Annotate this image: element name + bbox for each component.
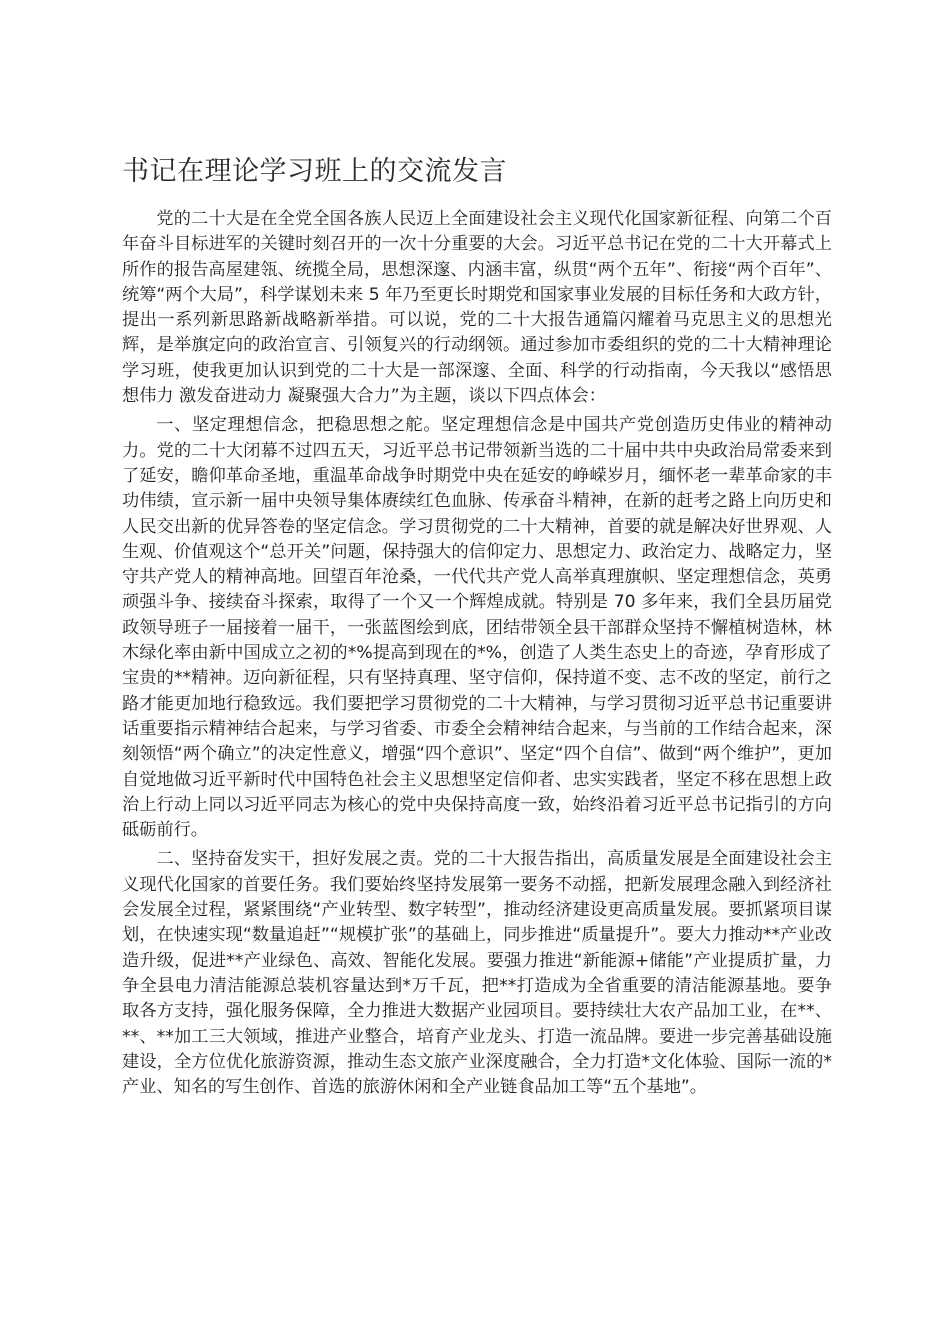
paragraph-point-two: 二、坚持奋发实干，担好发展之责。党的二十大报告指出，高质量发展是全面建设社会主义现代化国家的首要任务。我们要始终坚持发展第一要务不动摇，把新发展理念融入到经济社会发展全过程，紧紧围绕“产业转型、数字转型”，推动经济建设更高质量发展。要抓紧项目谋划，在快速实现“数量追赶”“规模扩张”的基础上，同步推进“质量提升”。要大力推动**产业改造升级，促进**产业绿色、高效、智能化发展。要强力推进“新能源+储能”产业提质扩量，力争全县电力清洁能源总装机容量达到*万千瓦，把**打造成为全省重要的清洁能源基地。要争取各方支持，强化服务保障，全力推进大数据产业园项目。要持续壮大农产品加工业，在**、**、**加工三大领域，推进产业整合，培育产业龙头、打造一流品牌。要进一步完善基础设施建设，全方位优化旅游资源，推动生态文旅产业深度融合，全力打造*文化体验、国际一流的*产业、知名的写生创作、首选的旅游休闲和全产业链食品加工等“五个基地”。 xyxy=(122,849,832,1098)
document-body xyxy=(122,207,832,1104)
paragraph-intro: 党的二十大是在全党全国各族人民迈上全面建设社会主义现代化国家新征程、向第二个百年奋斗目标进军的关键时刻召开的一次十分重要的大会。习近平总书记在党的二十大开幕式上所作的报告高屋建瓴、统揽全局，思想深邃、内涵丰富，纵贯“两个五年”、衔接“两个百年”、统筹“两个大局”，科学谋划未来 5 年乃至更长时期党和国家事业发展的目标任务和大政方针，提出一系列新思路新战略新举措。可以说，党的二十大报告通篇闪耀着马克思主义的思想光辉，是举旗定向的政治宣言、引领复兴的行动纲领。通过参加市委组织的党的二十大精神理论学习班，使我更加认识到党的二十大是一部深邃、全面、科学的行动指南，今天我以“感悟思想伟力 激发奋进动力 凝聚强大合力”为主题，谈以下四点体会： xyxy=(122,209,832,407)
paragraph-point-one: 一、坚定理想信念，把稳思想之舵。坚定理想信念是中国共产党创造历史伟业的精神动力。党的二十大闭幕不过四五天，习近平总书记带领新当选的二十届中共中央政治局常委来到了延安，瞻仰革命圣地，重温革命战争时期党中央在延安的峥嵘岁月，缅怀老一辈革命家的丰功伟绩，宣示新一届中央领导集体赓续红色血脉、传承奋斗精神，在新的赶考之路上向历史和人民交出新的优异答卷的坚定信念。学习贯彻党的二十大精神，首要的就是解决好世界观、人生观、价值观这个“总开关”问题，保持强大的信仰定力、思想定力、政治定力、战略定力，坚守共产党人的精神高地。回望百年沧桑，一代代共产党人高举真理旗帜、坚定理想信念，英勇顽强斗争、接续奋斗探索，取得了一个又一个辉煌成就。特别是 70 多年来，我们全县历届党政领导班子一届接着一届干，一张蓝图绘到底，团结带领全县干部群众坚持不懈植树造林，林木绿化率由新中国成立之初的*%提高到现在的*%，创造了人类生态史上的奇迹，孕育形成了宝贵的**精神。迈向新征程，只有坚持真理、坚守信仰，保持道不变、志不改的坚定，前行之路才能更加地行稳致远。我们要把学习贯彻党的二十大精神，与学习贯彻习近平总书记重要讲话重要指示精神结合起来，与学习省委、市委全会精神结合起来，与当前的工作结合起来，深刻领悟“两个确立”的决定性意义，增强“四个意识”、坚定“四个自信”、做到“两个维护”，更加自觉地做习近平新时代中国特色社会主义思想坚定信仰者、忠实实践者，坚定不移在思想上政治上行动上同以习近平同志为核心的党中央保持高度一致，始终沿着习近平总书记指引的方向砥砺前行。 xyxy=(122,415,832,841)
document-title: 书记在理论学习班上的交流发言 xyxy=(122,156,507,187)
